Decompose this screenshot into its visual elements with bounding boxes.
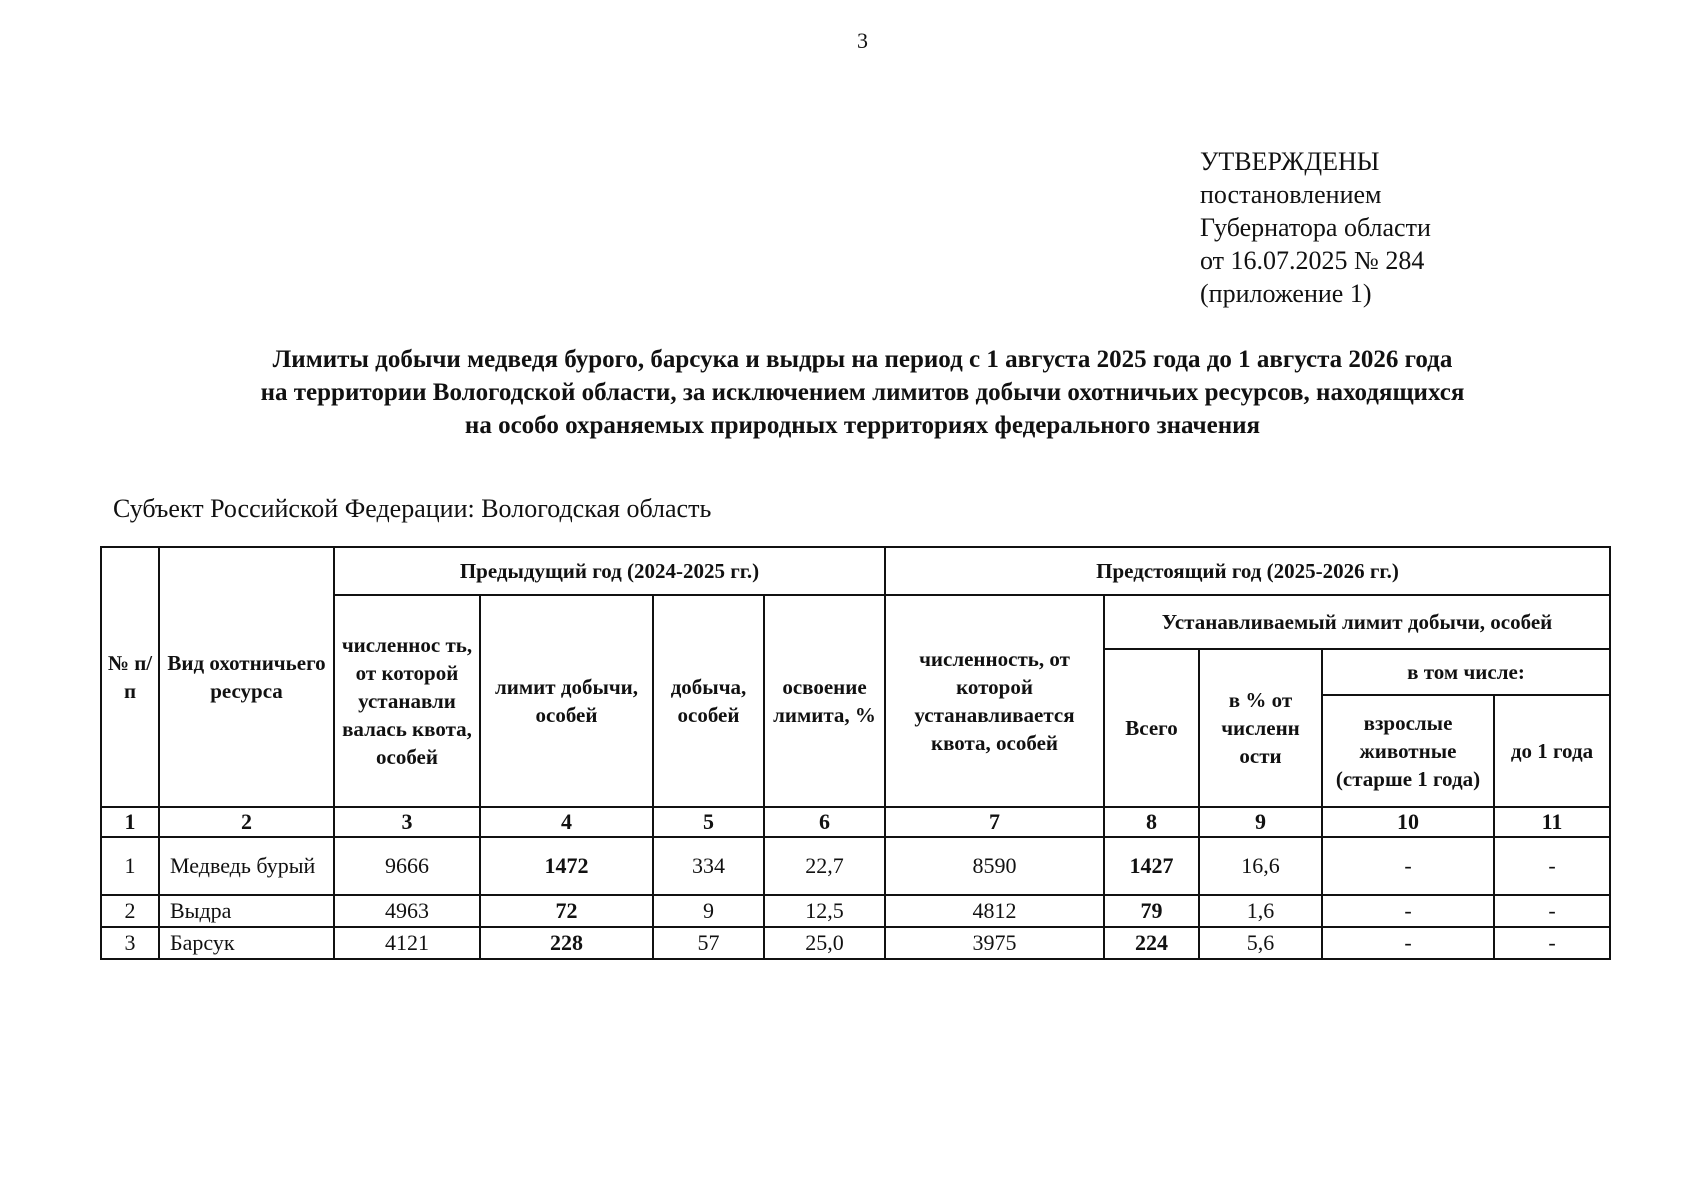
column-number: 3: [334, 807, 480, 837]
cell-num: 1: [101, 837, 159, 895]
cell-prev-usage: 25,0: [764, 927, 885, 959]
header-including: в том числе:: [1322, 649, 1610, 695]
approval-line: Губернатора области: [1200, 213, 1431, 242]
column-number: 1: [101, 807, 159, 837]
cell-adults: -: [1322, 895, 1494, 927]
cell-prev-population: 4121: [334, 927, 480, 959]
header-adults: взрослые животные (старше 1 года): [1322, 695, 1494, 807]
cell-under1: -: [1494, 895, 1610, 927]
header-next-population: численность, от которой устанавливается квота, особей: [885, 595, 1104, 807]
header-row: [101, 547, 1610, 595]
cell-next-population: 4812: [885, 895, 1104, 927]
cell-adults: -: [1322, 837, 1494, 895]
table-row: [101, 895, 1610, 927]
limits-table: [100, 546, 1611, 960]
approval-line: постановлением: [1200, 180, 1382, 209]
cell-prev-population: 9666: [334, 837, 480, 895]
header-prev-population: численнос ть, от которой устанавли валась квота, особей: [334, 595, 480, 807]
cell-percent: 16,6: [1199, 837, 1322, 895]
column-number: 10: [1322, 807, 1494, 837]
cell-percent: 5,6: [1199, 927, 1322, 959]
column-number: 6: [764, 807, 885, 837]
document-title: [0, 343, 1701, 442]
approval-block: [1200, 145, 1431, 310]
column-number: 11: [1494, 807, 1610, 837]
cell-species: Барсук: [159, 927, 334, 959]
table-row: [101, 927, 1610, 959]
column-number: 2: [159, 807, 334, 837]
cell-num: 2: [101, 895, 159, 927]
cell-prev-usage: 12,5: [764, 895, 885, 927]
approval-appendix: (приложение 1): [1200, 279, 1372, 308]
page-number: 3: [857, 28, 868, 53]
cell-num: 3: [101, 927, 159, 959]
column-number: 7: [885, 807, 1104, 837]
title-line: Лимиты добычи медведя бурого, барсука и выдры на период с 1 августа 2025 года до 1 августа 2026 года: [272, 346, 1453, 373]
header-prev-harvest: добыча, особей: [653, 595, 764, 807]
cell-total: 1427: [1104, 837, 1199, 895]
header-limit-group: Устанавливаемый лимит добычи, особей: [1104, 595, 1610, 649]
header-prev-usage: освоение лимита, %: [764, 595, 885, 807]
cell-prev-population: 4963: [334, 895, 480, 927]
cell-adults: -: [1322, 927, 1494, 959]
column-number: 5: [653, 807, 764, 837]
approval-heading: УТВЕРЖДЕНЫ: [1200, 147, 1380, 176]
subject-line: Субъект Российской Федерации: Вологодская область: [113, 494, 712, 523]
cell-prev-harvest: 9: [653, 895, 764, 927]
column-number: 9: [1199, 807, 1322, 837]
column-number-row: [101, 807, 1610, 837]
cell-prev-limit: 228: [480, 927, 653, 959]
header-prev-year: Предыдущий год (2024-2025 гг.): [334, 547, 885, 595]
header-under1: до 1 года: [1494, 695, 1610, 807]
cell-next-population: 8590: [885, 837, 1104, 895]
cell-under1: -: [1494, 927, 1610, 959]
cell-prev-limit: 1472: [480, 837, 653, 895]
cell-next-population: 3975: [885, 927, 1104, 959]
cell-prev-limit: 72: [480, 895, 653, 927]
header-prev-limit: лимит добычи, особей: [480, 595, 653, 807]
cell-total: 224: [1104, 927, 1199, 959]
cell-prev-harvest: 334: [653, 837, 764, 895]
title-line: на особо охраняемых природных территориях федерального значения: [464, 412, 1261, 439]
column-number: 4: [480, 807, 653, 837]
cell-total: 79: [1104, 895, 1199, 927]
cell-under1: -: [1494, 837, 1610, 895]
cell-species: Выдра: [159, 895, 334, 927]
column-number: 8: [1104, 807, 1199, 837]
header-total: Всего: [1104, 649, 1199, 807]
header-species: Вид охотничьего ресурса: [159, 547, 334, 807]
cell-percent: 1,6: [1199, 895, 1322, 927]
cell-prev-harvest: 57: [653, 927, 764, 959]
cell-prev-usage: 22,7: [764, 837, 885, 895]
header-next-year: Предстоящий год (2025-2026 гг.): [885, 547, 1610, 595]
approval-date-number: от 16.07.2025 № 284: [1200, 246, 1425, 275]
header-num: № п/ п: [101, 547, 159, 807]
header-percent: в % от численн ости: [1199, 649, 1322, 807]
title-line: на территории Вологодской области, за исключением лимитов добычи охотничьих ресурсов, находящихся: [260, 379, 1465, 406]
table-row: [101, 837, 1610, 895]
cell-species: Медведь бурый: [159, 837, 334, 895]
